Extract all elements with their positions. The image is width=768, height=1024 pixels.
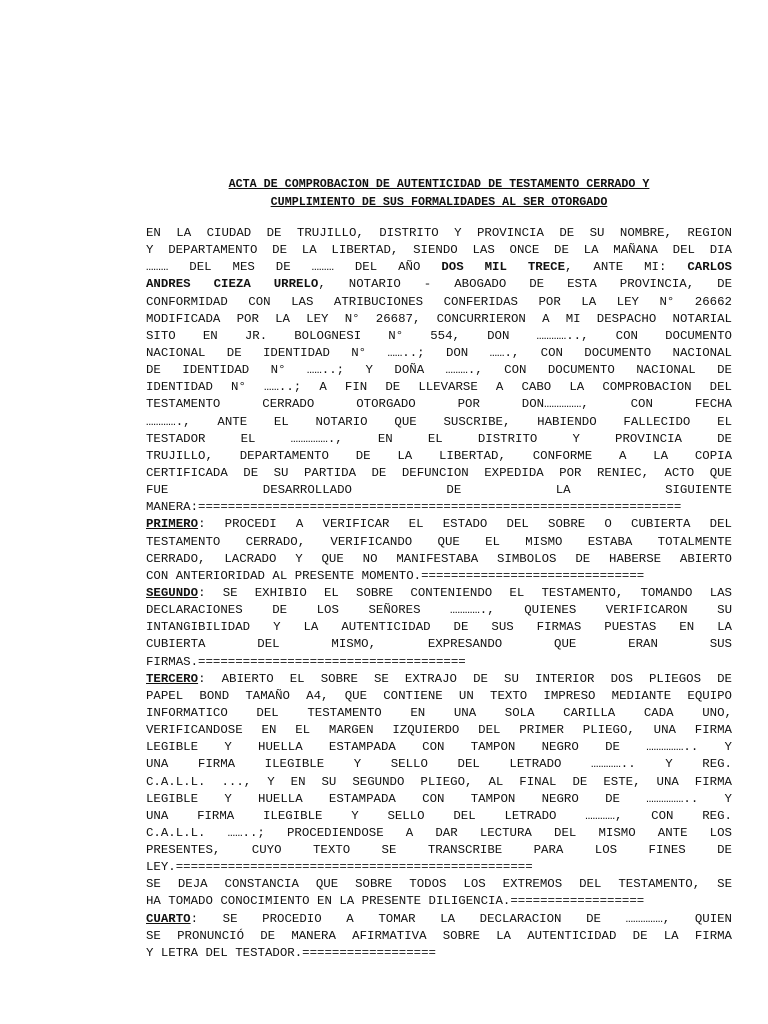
text-segment: INFORMATICO DEL TESTAMENTO EN UNA SOLA CARILLA CADA UNO, — [146, 705, 732, 720]
text-segment: MODIFICADA POR LA LEY N° 26687, CONCURRIERON A MI DESPACHO NOTARIAL — [146, 311, 732, 326]
text-segment: HA TOMADO CONOCIMIENTO EN LA PRESENTE DILIGENCIA.================== — [146, 894, 645, 909]
body-line — [146, 808, 732, 825]
body-line — [146, 791, 732, 808]
body-line — [146, 499, 732, 516]
clause-heading: SEGUNDO — [146, 585, 199, 600]
document-title — [146, 175, 732, 211]
text-segment: : PROCEDI A VERIFICAR EL ESTADO DEL SOBRE O CUBIERTA DEL — [198, 517, 732, 532]
text-segment: SITO EN JR. BOLOGNESI N° 554, DON ………….., CON DOCUMENTO — [146, 328, 732, 343]
title-line: CUMPLIMIENTO DE SUS FORMALIDADES AL SER OTORGADO — [270, 195, 608, 209]
text-segment: CON ANTERIORIDAD AL PRESENTE MOMENTO.============================== — [146, 568, 645, 583]
body-line — [146, 876, 732, 893]
text-segment: EN LA CIUDAD DE TRUJILLO, DISTRITO Y PROVINCIA DE SU NOMBRE, REGION — [146, 226, 732, 240]
body-line — [146, 568, 732, 585]
body-line — [146, 945, 732, 962]
body-line — [146, 585, 732, 602]
document-body — [146, 225, 732, 962]
body-line — [146, 705, 732, 722]
body-line — [146, 259, 732, 276]
body-line — [146, 225, 732, 242]
text-segment: ANDRES CIEZA URRELO — [146, 277, 319, 292]
text-segment: SE PRONUNCIÓ DE MANERA AFIRMATIVA SOBRE LA AUTENTICIDAD DE LA FIRMA — [146, 928, 732, 943]
body-line — [146, 671, 732, 688]
body-line — [146, 859, 732, 876]
body-line — [146, 328, 732, 345]
text-segment: C.A.L.L. ..., Y EN SU SEGUNDO PLIEGO, AL FINAL DE ESTE, UNA FIRMA — [146, 774, 732, 789]
text-segment: CONFORMIDAD CON LAS ATRIBUCIONES CONFERIDAS POR LA LEY N° 26662 — [146, 294, 732, 309]
body-line — [146, 345, 732, 362]
body-line — [146, 756, 732, 773]
text-segment: ……… DEL MES DE ……… DEL AÑO — [146, 260, 442, 275]
body-line — [146, 242, 732, 259]
text-segment: FUE DESARROLLADO DE LA SIGUIENTE — [146, 483, 732, 498]
text-segment: DOS MIL TRECE — [441, 260, 566, 275]
text-segment: MANERA:================================================================= — [146, 500, 682, 515]
body-line — [146, 893, 732, 910]
title-line: ACTA DE COMPROBACION DE AUTENTICIDAD DE TESTAMENTO CERRADO Y — [228, 177, 650, 191]
text-segment: IDENTIDAD N° ……..; A FIN DE LLEVARSE A CABO LA COMPROBACION DEL — [146, 380, 732, 395]
text-segment: PRESENTES, CUYO TEXTO SE TRANSCRIBE PARA LOS FINES DE — [146, 843, 732, 858]
body-line — [146, 911, 732, 928]
text-segment: DECLARACIONES DE LOS SEÑORES …………., QUIENES VERIFICARON SU — [146, 603, 732, 618]
body-line — [146, 448, 732, 465]
text-segment: , ANTE MI: — [565, 260, 688, 275]
clause-heading: CUARTO — [146, 911, 191, 926]
text-segment: UNA FIRMA ILEGIBLE Y SELLO DEL LETRADO ………….. Y REG. — [146, 757, 732, 772]
body-line — [146, 928, 732, 945]
body-line — [146, 396, 732, 413]
text-segment: CERRADO, LACRADO Y QUE NO MANIFESTABA SIMBOLOS DE HABERSE ABIERTO — [146, 551, 732, 566]
body-line — [146, 379, 732, 396]
text-segment: PAPEL BOND TAMAÑO A4, QUE CONTIENE UN TEXTO IMPRESO MEDIANTE EQUIPO — [146, 688, 732, 703]
text-segment: : SE PROCEDIO A TOMAR LA DECLARACION DE ……………, QUIEN — [190, 911, 732, 926]
clause-heading: TERCERO — [146, 671, 199, 686]
body-line — [146, 688, 732, 705]
text-segment: CERTIFICADA DE SU PARTIDA DE DEFUNCION EXPEDIDA POR RENIEC, ACTO QUE — [146, 465, 732, 480]
text-segment: TESTADOR EL ……………., EN EL DISTRITO Y PROVINCIA DE — [146, 431, 732, 446]
text-segment: VERIFICANDOSE EN EL MARGEN IZQUIERDO DEL PRIMER PLIEGO, UNA FIRMA — [146, 723, 732, 738]
body-line — [146, 294, 732, 311]
body-line — [146, 465, 732, 482]
text-segment: DE IDENTIDAD N° ……..; Y DOÑA ………., CON DOCUMENTO NACIONAL DE — [146, 363, 732, 378]
text-segment: TESTAMENTO CERRADO OTORGADO POR DON……………, CON FECHA — [146, 397, 732, 412]
body-line — [146, 774, 732, 791]
body-line — [146, 619, 732, 636]
body-line — [146, 311, 732, 328]
text-segment: …………., ANTE EL NOTARIO QUE SUSCRIBE, HABIENDO FALLECIDO EL — [146, 414, 732, 429]
clause-heading: PRIMERO — [146, 517, 199, 532]
body-line — [146, 516, 732, 533]
body-line — [146, 636, 732, 653]
text-segment: INTANGIBILIDAD Y LA AUTENTICIDAD DE SUS FIRMAS PUESTAS EN LA — [146, 620, 732, 635]
text-segment: LEGIBLE Y HUELLA ESTAMPADA CON TAMPON NEGRO DE …………….. Y — [146, 791, 732, 806]
text-segment: : SE EXHIBIO EL SOBRE CONTENIENDO EL TESTAMENTO, TOMANDO LAS — [198, 585, 732, 600]
text-segment: CUBIERTA DEL MISMO, EXPRESANDO QUE ERAN SUS — [146, 637, 732, 652]
body-line — [146, 276, 732, 293]
text-segment: TESTAMENTO CERRADO, VERIFICANDO QUE EL MISMO ESTABA TOTALMENTE — [146, 534, 732, 549]
text-segment: : ABIERTO EL SOBRE SE EXTRAJO DE SU INTERIOR DOS PLIEGOS DE — [198, 671, 732, 686]
text-segment: UNA FIRMA ILEGIBLE Y SELLO DEL LETRADO …………, CON REG. — [146, 808, 732, 823]
body-line — [146, 825, 732, 842]
text-segment: SE DEJA CONSTANCIA QUE SOBRE TODOS LOS EXTREMOS DEL TESTAMENTO, SE — [146, 877, 732, 892]
body-line — [146, 482, 732, 499]
body-line — [146, 602, 732, 619]
text-segment: Y LETRA DEL TESTADOR.================== — [146, 945, 436, 960]
text-segment: , NOTARIO - ABOGADO DE ESTA PROVINCIA, DE — [318, 277, 732, 292]
body-line — [146, 431, 732, 448]
text-segment: TRUJILLO, DEPARTAMENTO DE LA LIBERTAD, CONFORME A LA COPIA — [146, 448, 732, 463]
text-segment: CARLOS — [687, 260, 732, 275]
text-segment: NACIONAL DE IDENTIDAD N° ……..; DON ……., CON DOCUMENTO NACIONAL — [146, 345, 732, 360]
body-line — [146, 654, 732, 671]
body-line — [146, 842, 732, 859]
body-line — [146, 362, 732, 379]
body-line — [146, 414, 732, 431]
body-line — [146, 551, 732, 568]
text-segment: FIRMAS.==================================== — [146, 654, 466, 669]
text-segment: LEGIBLE Y HUELLA ESTAMPADA CON TAMPON NEGRO DE …………….. Y — [146, 740, 732, 755]
text-segment: C.A.L.L. ……..; PROCEDIENDOSE A DAR LECTURA DEL MISMO ANTE LOS — [146, 825, 732, 840]
text-segment: Y DEPARTAMENTO DE LA LIBERTAD, SIENDO LAS ONCE DE LA MAÑANA DEL DIA — [146, 243, 732, 258]
body-line — [146, 739, 732, 756]
body-line — [146, 722, 732, 739]
text-segment: LEY.================================================ — [146, 860, 533, 875]
body-line — [146, 534, 732, 551]
